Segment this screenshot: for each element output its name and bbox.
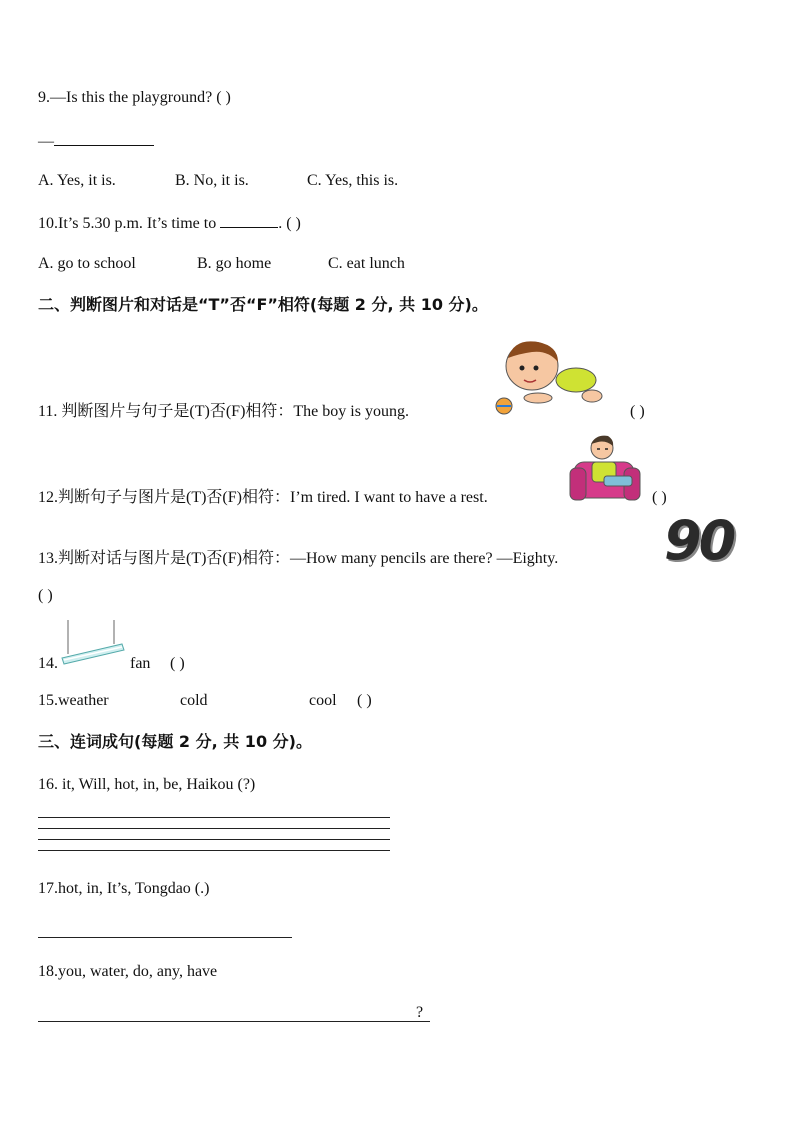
- q17-writing-line[interactable]: [38, 937, 292, 938]
- q14-word: fan: [130, 655, 151, 672]
- section3-heading: 三、连词成句(每题 2 分, 共 10 分)。: [38, 732, 312, 751]
- q12-answer-paren[interactable]: ( ): [652, 489, 667, 506]
- crawling-boy-picture: [492, 336, 604, 416]
- q9-option-c[interactable]: C. Yes, this is.: [307, 172, 399, 189]
- q10-question-prefix: 10.It’s 5.30 p.m. It’s time to: [38, 215, 221, 232]
- q15-word-cold: cold: [180, 692, 208, 709]
- q9-answer-dash: —: [38, 133, 54, 150]
- q15-answer-paren[interactable]: ( ): [357, 692, 372, 709]
- q12-text: 12.判断句子与图片是(T)否(F)相符：I’m tired. I want to have a rest.: [38, 489, 488, 506]
- q14-answer-paren[interactable]: ( ): [170, 655, 185, 672]
- q16-text: 16. it, Will, hot, in, be, Haikou (?): [38, 776, 256, 793]
- q14-number: 14.: [38, 655, 58, 672]
- q11-text: 11. 判断图片与句子是(T)否(F)相符：The boy is young.: [38, 403, 409, 420]
- q10-answer-blank[interactable]: [220, 213, 278, 228]
- q9-answer-line: [38, 131, 154, 152]
- q9-answer-blank[interactable]: [54, 131, 154, 146]
- boy-on-sofa-picture: [568, 432, 644, 504]
- q16-writing-line-3[interactable]: [38, 839, 390, 840]
- q10-question-suffix: . ( ): [278, 215, 301, 232]
- q18-writing-line[interactable]: [38, 1021, 430, 1022]
- q13-answer-paren[interactable]: ( ): [38, 587, 53, 604]
- q16-writing-line-4[interactable]: [38, 850, 390, 851]
- q10-option-c[interactable]: C. eat lunch: [328, 255, 405, 272]
- q10-question: [38, 213, 301, 234]
- q9-option-b[interactable]: B. No, it is.: [175, 172, 249, 189]
- q15-number: 15.weather: [38, 692, 109, 709]
- q9-option-a[interactable]: A. Yes, it is.: [38, 172, 116, 189]
- number-ninety-picture: [664, 509, 734, 572]
- section2-heading: 二、判断图片和对话是“T”否“F”相符(每题 2 分, 共 10 分)。: [38, 295, 488, 314]
- q17-text: 17.hot, in, It’s, Tongdao (.): [38, 880, 210, 897]
- tube-light-picture: [58, 618, 128, 666]
- number-ninety-text: 90: [664, 509, 734, 572]
- q18-question-mark: ?: [416, 1004, 424, 1021]
- q11-answer-paren[interactable]: ( ): [630, 403, 645, 420]
- q15-word-cool: cool: [309, 692, 337, 709]
- q18-text: 18.you, water, do, any, have: [38, 963, 218, 980]
- q16-writing-line-2[interactable]: [38, 828, 390, 829]
- q9-question: 9.—Is this the playground? ( ): [38, 89, 231, 106]
- q16-writing-line-1[interactable]: [38, 817, 390, 818]
- q10-option-a[interactable]: A. go to school: [38, 255, 136, 272]
- q13-text: 13.判断对话与图片是(T)否(F)相符：—How many pencils are there? —Eighty.: [38, 550, 559, 567]
- q10-option-b[interactable]: B. go home: [197, 255, 272, 272]
